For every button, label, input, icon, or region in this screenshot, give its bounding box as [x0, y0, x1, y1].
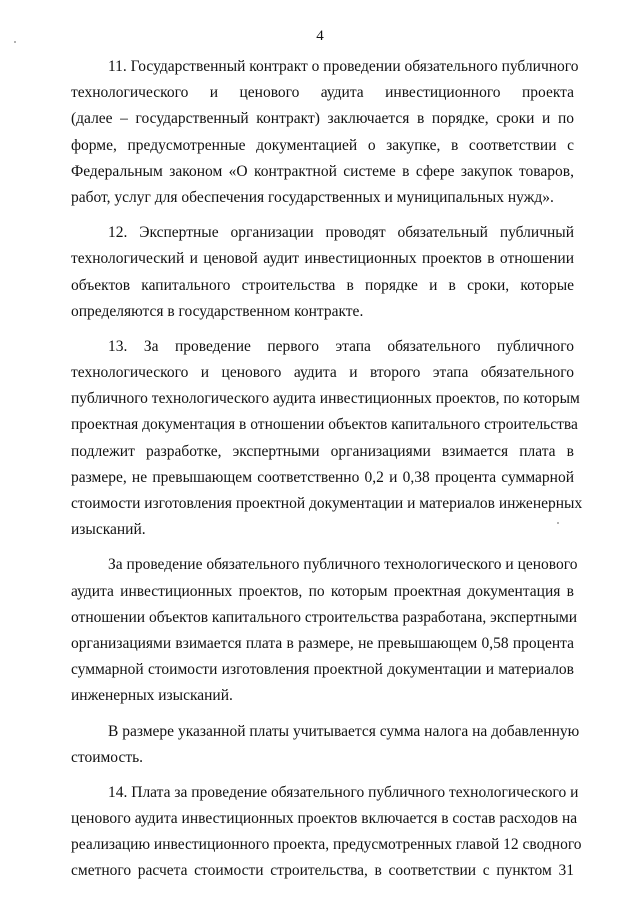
paragraph-13-vat: [71, 719, 580, 771]
text-line: проектная документация в отношении объектов капитального строительства: [71, 416, 578, 434]
text-line: размере, не превышающем соответственно 0,2 и 0,38 процента суммарной: [71, 468, 574, 486]
text-line: инженерных изысканий.: [71, 687, 233, 705]
text-line: публичного технологического аудита инвестиционных проектов, по которым: [71, 390, 580, 408]
scan-speck: [14, 41, 16, 43]
document-body: [71, 54, 583, 894]
page-number: 4: [316, 28, 324, 44]
text-line: аудита инвестиционных проектов, по которым проектная документация в: [71, 582, 574, 600]
text-line: технологического и ценового аудита инвестиционного проекта: [71, 84, 574, 102]
text-line: реализацию инвестиционного проекта, предусмотренных главой 12 сводного: [71, 836, 582, 854]
paragraph-14: [71, 780, 582, 885]
text-line: Федеральным законом «О контрактной системе в сфере закупок товаров,: [71, 162, 574, 180]
text-line: организациями взимается плата в размере, не превышающем 0,58 процента: [71, 634, 574, 652]
text-line: 13. За проведение первого этапа обязательного публичного: [108, 337, 574, 355]
paragraph-12: [71, 220, 574, 325]
text-line: В размере указанной платы учитывается сумма налога на добавленную: [108, 722, 580, 740]
text-line: форме, предусмотренные документацией о закупке, в соответствии с: [71, 136, 574, 154]
text-line: 14. Плата за проведение обязательного публичного технологического и: [108, 783, 579, 801]
text-line: изысканий.: [71, 521, 146, 539]
text-line: подлежит разработке, экспертными организациями взимается плата в: [71, 442, 574, 460]
text-line: 12. Экспертные организации проводят обязательный публичный: [108, 224, 574, 242]
text-line: стоимости изготовления проектной документации и материалов инженерных: [71, 495, 583, 512]
text-line: (далее – государственный контракт) заключается в порядке, сроки и по: [71, 110, 574, 128]
text-line: технологического и ценового аудита и второго этапа обязательного: [71, 364, 574, 382]
text-line: отношении объектов капитального строительства разработана, экспертными: [71, 608, 578, 626]
paragraph-13: [71, 334, 583, 544]
text-line: стоимость.: [71, 748, 144, 766]
text-line: технологический и ценовой аудит инвестиционных проектов в отношении: [71, 250, 574, 268]
text-line: суммарной стоимости изготовления проектной документации и материалов: [71, 661, 574, 679]
paragraph-13-fee-developed: [71, 552, 578, 709]
text-line: 11. Государственный контракт о проведении обязательного публичного: [108, 58, 579, 75]
text-line: объектов капитального строительства в порядке и в сроки, которые: [71, 276, 574, 294]
text-line: сметного расчета стоимости строительства, в соответствии с пунктом 31: [71, 862, 574, 880]
text-line: работ, услуг для обеспечения государственных и муниципальных нужд».: [71, 188, 554, 206]
text-line: определяются в государственном контракте.: [71, 302, 364, 320]
paragraph-11: [71, 54, 579, 211]
text-line: ценового аудита инвестиционных проектов включается в состав расходов на: [71, 810, 578, 828]
text-line: За проведение обязательного публичного технологического и ценового: [108, 556, 578, 574]
